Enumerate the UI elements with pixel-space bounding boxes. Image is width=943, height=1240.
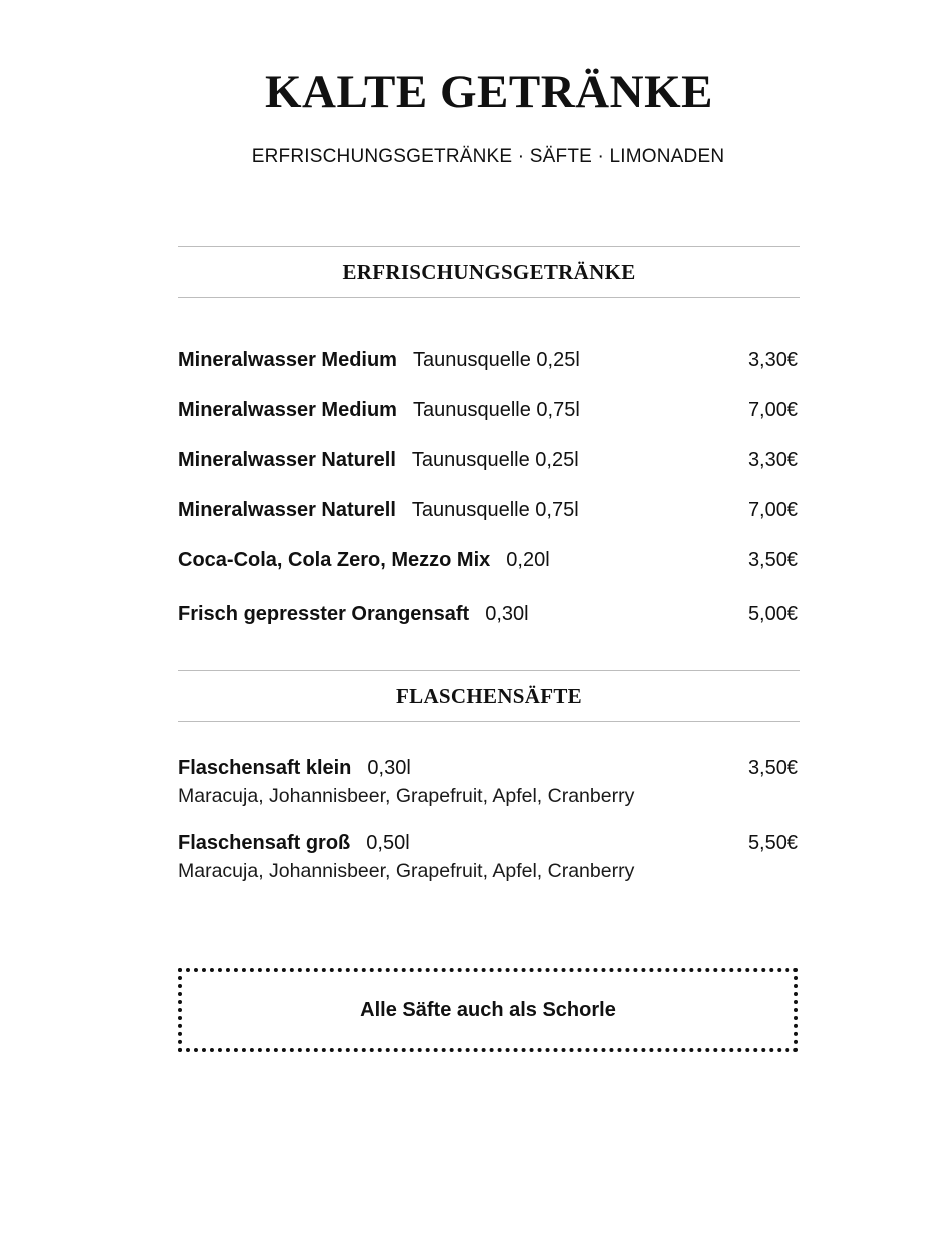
item-detail: 0,30l <box>367 757 411 779</box>
item-price: 5,00€ <box>747 603 798 625</box>
menu-item <box>178 445 800 475</box>
item-name: Mineralwasser Medium <box>178 399 397 421</box>
item-price: 7,00€ <box>747 499 798 521</box>
item-flavors: Maracuja, Johannisbeer, Grapefruit, Apfel, Cranberry <box>178 860 635 882</box>
item-name: Flaschensaft groß <box>178 832 351 854</box>
menu-subtitle: ERFRISCHUNGSGETRÄNKE · SÄFTE · LIMONADEN <box>251 146 725 167</box>
item-name: Frisch gepresster Orangensaft <box>178 603 470 625</box>
section-heading-erfrischungsgetraenke: ERFRISCHUNGSGETRÄNKE <box>178 246 800 298</box>
item-detail: 0,30l <box>485 603 529 625</box>
menu-item <box>178 395 800 425</box>
item-detail: Taunusquelle 0,25l <box>411 449 579 471</box>
item-name: Mineralwasser Naturell <box>178 449 396 471</box>
item-detail: Taunusquelle 0,75l <box>411 499 579 521</box>
item-name: Coca-Cola, Cola Zero, Mezzo Mix <box>178 549 491 571</box>
menu-item <box>178 599 800 629</box>
menu-item <box>178 828 800 884</box>
menu-item <box>178 545 800 575</box>
item-detail: 0,50l <box>366 832 410 854</box>
schorle-notice: Alle Säfte auch als Schorle <box>178 968 798 1052</box>
menu-title: KALTE GETRÄNKE <box>265 66 713 118</box>
item-price: 3,50€ <box>747 549 798 571</box>
item-price: 7,00€ <box>747 399 798 421</box>
item-price: 3,30€ <box>747 349 798 371</box>
item-name: Flaschensaft klein <box>178 757 352 779</box>
item-name: Mineralwasser Naturell <box>178 499 396 521</box>
item-flavors: Maracuja, Johannisbeer, Grapefruit, Apfel, Cranberry <box>178 785 635 807</box>
item-price: 3,50€ <box>747 757 798 779</box>
item-name: Mineralwasser Medium <box>178 349 397 371</box>
menu-item <box>178 753 800 809</box>
item-price: 3,30€ <box>747 449 798 471</box>
item-detail: Taunusquelle 0,25l <box>412 349 580 371</box>
item-detail: 0,20l <box>506 549 550 571</box>
menu-item <box>178 345 800 375</box>
menu-item <box>178 495 800 525</box>
item-price: 5,50€ <box>747 832 798 854</box>
item-detail: Taunusquelle 0,75l <box>412 399 580 421</box>
section-heading-flaschensaefte: FLASCHENSÄFTE <box>178 670 800 722</box>
